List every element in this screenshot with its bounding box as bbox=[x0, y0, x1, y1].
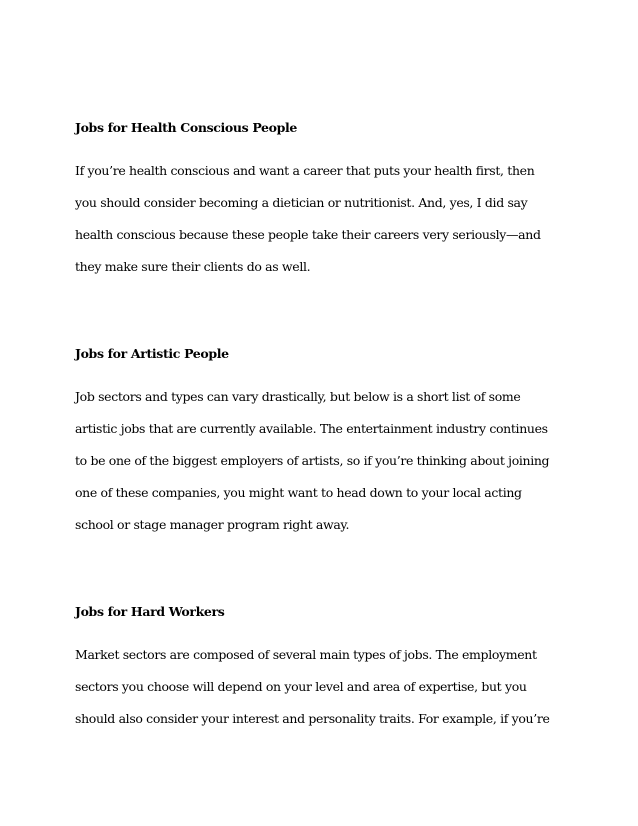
paragraph-line: you should consider becoming a dietician or nutritionist. And, yes, I did say bbox=[75, 195, 528, 210]
paragraph-line: health conscious because these people take their careers very seriously—and bbox=[75, 227, 541, 242]
section-heading-hard-workers: Jobs for Hard Workers bbox=[75, 604, 225, 619]
paragraph-line: sectors you choose will depend on your level and area of expertise, but you bbox=[75, 679, 527, 694]
paragraph-line: artistic jobs that are currently available. The entertainment industry continues bbox=[75, 421, 548, 436]
paragraph-line: school or stage manager program right away. bbox=[75, 517, 350, 532]
paragraph-line: Market sectors are composed of several main types of jobs. The employment bbox=[75, 647, 537, 662]
section-heading-artistic: Jobs for Artistic People bbox=[75, 346, 229, 361]
paragraph-line: one of these companies, you might want to head down to your local acting bbox=[75, 485, 522, 500]
paragraph-line: they make sure their clients do as well. bbox=[75, 259, 311, 274]
paragraph-line: Job sectors and types can vary drastically, but below is a short list of some bbox=[75, 389, 521, 404]
paragraph-line: to be one of the biggest employers of artists, so if you’re thinking about joining bbox=[75, 453, 550, 468]
section-heading-health: Jobs for Health Conscious People bbox=[75, 120, 298, 135]
paragraph-line: should also consider your interest and personality traits. For example, if you’re bbox=[75, 711, 550, 726]
paragraph-line: If you’re health conscious and want a career that puts your health first, then bbox=[75, 163, 535, 178]
